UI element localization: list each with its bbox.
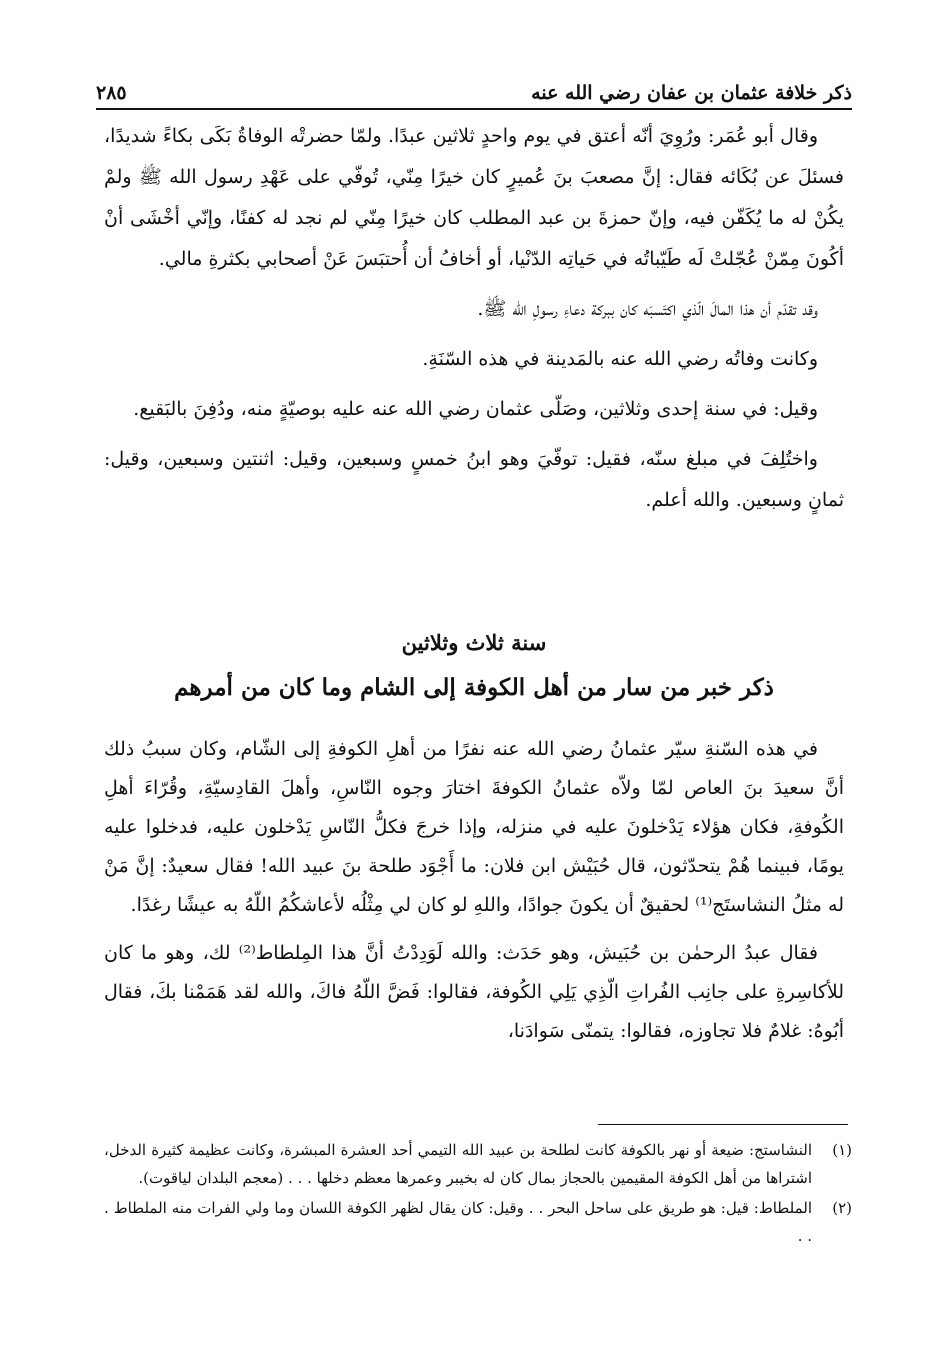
footnote-divider	[598, 1124, 848, 1125]
paragraph: وقد تقدّم أن هذا المالَ الّذي اكتَسبَه كان ببركة دعاءِ رسولِ الله ﷺ.	[477, 298, 818, 320]
section-title: سنة ثلاث وثلاثين	[401, 630, 547, 655]
main-text	[104, 116, 844, 530]
page-header	[96, 60, 852, 110]
footnote-item	[104, 1194, 852, 1250]
footnote-number: (٢)	[832, 1199, 852, 1217]
paragraph: فقال عبدُ الرحمٰن بن حُبَيش، وهو حَدَث: والله لَوَدِدْتُ أنَّ هذا المِلطاط⁽²⁾ لك، وهو ما كان للأكاسِرةِ على جانِب الفُراتِ الّذِي يَلِي الكُوفة، فقالوا: فَضَّ اللّهُ فاكَ، والله لقد هَمَمْنا بكَ، فقال أبُوهُ: غلامٌ فلا تجاوزه، فقالوا: يتمنّى سَوادَنا،	[104, 942, 844, 1042]
paragraph: في هذه السّنةِ سيّر عثمانُ رضي الله عنه نفرًا من أهلِ الكوفةِ إلى الشّام، وكان سببُ ذلك أنَّ سعيدَ بنَ العاص لمّا ولاّه عثمانُ الكوفةَ اختارَ وجوه النّاسِ، وأهلَ القادِسيّةِ، وقُرّاءَ أهلِ الكُوفةِ، فكان هؤلاء يَدْخلونَ عليه في منزله، وإذا خرجَ فكلُّ النّاسِ يَدْخلون عليه، فدخلوا عليه يومًا، فبينما هُمْ يتحدّثون، قال حُبَيْش ابن فلان: ما أَجْوَد طلحة بنَ عبيد الله! فقال سعيدٌ: إنَّ مَنْ له مثلُ النشاستَج⁽¹⁾ لحقيقٌ أن يكونَ جوادًا، واللهِ لو كان لي مِثْلُه لأعاشكُمُ اللّهُ به عيشًا رغدًا.	[104, 738, 844, 916]
section-text	[104, 730, 844, 1060]
paragraph: واختُلِفَ في مبلغ سنّه، فقيل: توفّيَ وهو ابنُ خمسٍ وسبعين، وقيل: اثنتين وسبعين، وقيل: ثمانٍ وسبعين. والله أعلم.	[104, 448, 844, 511]
footnotes	[104, 1136, 852, 1252]
section-subtitle: ذكر خبر من سار من أهل الكوفة إلى الشام وما كان من أمرهم	[174, 674, 774, 701]
paragraph: وقيل: في سنة إحدى وثلاثين، وصَلّى عثمان رضي الله عنه عليه بوصيّةٍ منه، ودُفِنَ بالبَقيع.	[133, 398, 818, 420]
running-title: ذكر خلافة عثمان بن عفان رضي الله عنه	[531, 82, 852, 104]
paragraph: وكانت وفاتُه رضي الله عنه بالمَدينة في هذه السّنَةِ.	[422, 348, 818, 370]
footnote-item	[104, 1136, 852, 1192]
paragraph: وقال أبو عُمَر: ورُوِيَ أنّه أعتق في يوم واحدٍ ثلاثين عبدًا. ولمّا حضرتْه الوفاةُ بَكَى بكاءً شديدًا، فسئلَ عن بُكَائه فقال: إنَّ مصعبَ بنَ عُميرٍ كان خيرًا مِنّي، تُوفّي على عَهْدِ رسول الله ﷺ ولمْ يكُنْ له ما يُكَفّن فيه، وإنّ حمزةَ بن عبد المطلب كان خيرًا مِنّي لم نجد له كفنًا، وإنّي أخْشَى أنْ أكُونَ مِمّنْ عُجّلتْ لَه طَيّباتُه في حَياتِه الدّنْيا، أو أخافُ أن أُحتبَسَ عَنْ أصحابي بكثرةِ مالي.	[104, 125, 844, 270]
footnote-text: النشاستج: ضيعة أو نهر بالكوفة كانت لطلحة بن عبيد الله التيمي أحد العشرة المبشرة، وكانت عظيمة كثيرة الدخل، اشتراها من أهل الكوفة المقيمين بالحجاز بمال كان له بخيبر وعمرها معظم دخلها . . . (معجم البلدان لياقوت).	[104, 1141, 812, 1187]
footnote-text: الملطاط: قيل: هو طريق على ساحل البحر . . وقيل: كان يقال لظهر الكوفة اللسان وما ولي الفرات منه الملطاط . . .	[104, 1199, 812, 1245]
page-number: ٢٨٥	[96, 82, 127, 104]
footnote-number: (١)	[832, 1141, 852, 1159]
